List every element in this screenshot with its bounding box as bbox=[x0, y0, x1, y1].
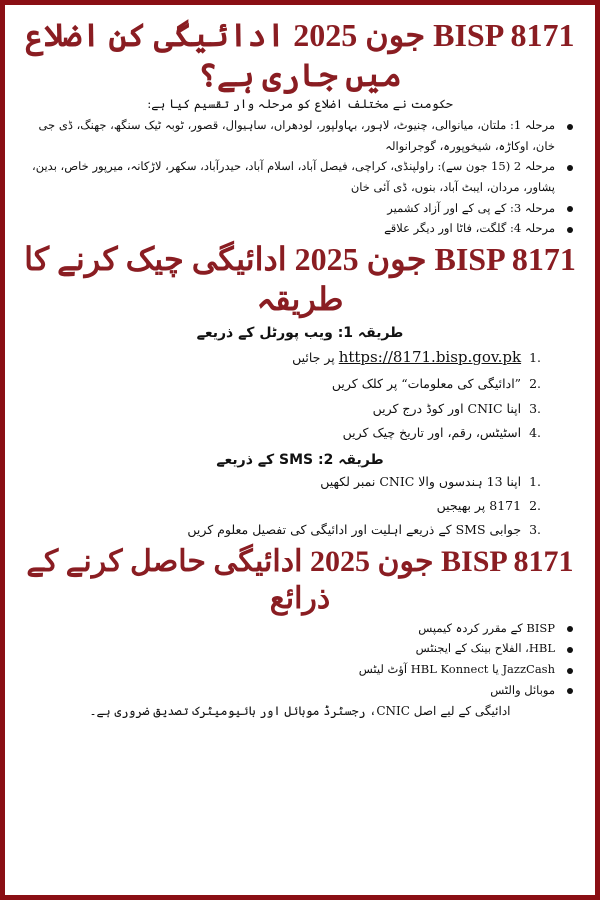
step-number: 3. bbox=[529, 522, 541, 538]
heading-check-method: BISP 8171 جون 2025 ادائیگی چیک کرنے کا طریقہ bbox=[24, 241, 576, 318]
list-item-phase-4: مرحلہ 4: گلگت، فاٹا اور دیگر علاقے bbox=[19, 218, 565, 239]
list-item-source: موبائل والٹس bbox=[19, 680, 565, 701]
footer-note: ادائیگی کے لیے اصل CNIC، رجسٹرڈ موبائل اور بائیومیٹرک تصدیق ضروری ہے۔ bbox=[89, 704, 511, 719]
heading-districts: BISP 8171 جون 2025 ادائیگی کن اضلاع میں جاری ہے؟ bbox=[25, 17, 575, 93]
sources-list bbox=[19, 618, 581, 701]
method-2-title: طریقہ 2: SMS کے ذریعے bbox=[216, 451, 384, 468]
step-text: جوابی SMS کے ذریعے اہلیت اور ادائیگی کی تفصیل معلوم کریں bbox=[187, 522, 522, 538]
step-item bbox=[19, 421, 541, 445]
list-item-phase-1: مرحلہ 1: ملتان، میانوالی، چنیوٹ، لاہور، بہاولپور، لودھراں، ساہیوال، قصور، ٹوبہ ٹیک سنگھ، جھنگ، ڈی جی خان، اوکاڑہ، شیخوپورہ، گوجرانوالہ bbox=[19, 115, 565, 156]
phase-list bbox=[19, 115, 581, 239]
intro-text: حکومت نے مختلف اضلاع کو مرحلہ وار تقسیم کیا ہے: bbox=[147, 97, 453, 111]
list-item-source: HBL، الفلاح بینک کے ایجنٹس bbox=[19, 638, 565, 659]
step-number: 2. bbox=[529, 497, 541, 513]
list-item-source: JazzCash یا HBL Konnect آؤٹ لیٹس bbox=[19, 659, 565, 680]
step-text: 8171 پر بھیجیں bbox=[436, 497, 522, 513]
step-text: ”ادائیگی کی معلومات“ پر کلک کریں bbox=[331, 376, 522, 392]
step-item bbox=[19, 343, 541, 372]
step-item bbox=[19, 470, 541, 494]
step-number: 4. bbox=[529, 425, 541, 441]
step-item bbox=[19, 397, 541, 421]
step-text: اسٹیٹس، رقم، اور تاریخ چیک کریں bbox=[342, 425, 522, 441]
list-item-phase-2: مرحلہ 2 (15 جون سے): راولپنڈی، کراچی، فیصل آباد، اسلام آباد، حیدرآباد، سکھر، لاڑکانہ، میرپور خاص، بدین، پشاور، مردان، ایبٹ آباد، بنوں، ڈی آئی خان bbox=[19, 156, 565, 197]
article-content bbox=[19, 15, 581, 889]
method-1-steps bbox=[19, 343, 581, 445]
step-number: 2. bbox=[529, 376, 541, 392]
method-1-title: طریقہ 1: ویب پورٹل کے ذریعے bbox=[196, 325, 404, 342]
list-item-source: BISP کے مقرر کردہ کیمپس bbox=[19, 618, 565, 639]
heading-payment-sources: BISP 8171 جون 2025 ادائیگی حاصل کرنے کے ذرائع bbox=[26, 544, 574, 616]
portal-link[interactable]: https://8171.bisp.gov.pk bbox=[338, 348, 522, 367]
step-item bbox=[19, 494, 541, 518]
list-item-phase-3: مرحلہ 3: کے پی کے اور آزاد کشمیر bbox=[19, 198, 565, 219]
step-number: 1. bbox=[529, 350, 541, 366]
step-text: پر جائیں bbox=[292, 350, 335, 366]
method-2-steps bbox=[19, 470, 581, 543]
step-number: 3. bbox=[529, 400, 541, 416]
step-item bbox=[19, 518, 541, 542]
step-item bbox=[19, 372, 541, 396]
step-text: اپنا 13 ہندسوں والا CNIC نمبر لکھیں bbox=[320, 473, 522, 489]
step-number: 1. bbox=[529, 473, 541, 489]
step-text: اپنا CNIC اور کوڈ درج کریں bbox=[372, 400, 522, 416]
